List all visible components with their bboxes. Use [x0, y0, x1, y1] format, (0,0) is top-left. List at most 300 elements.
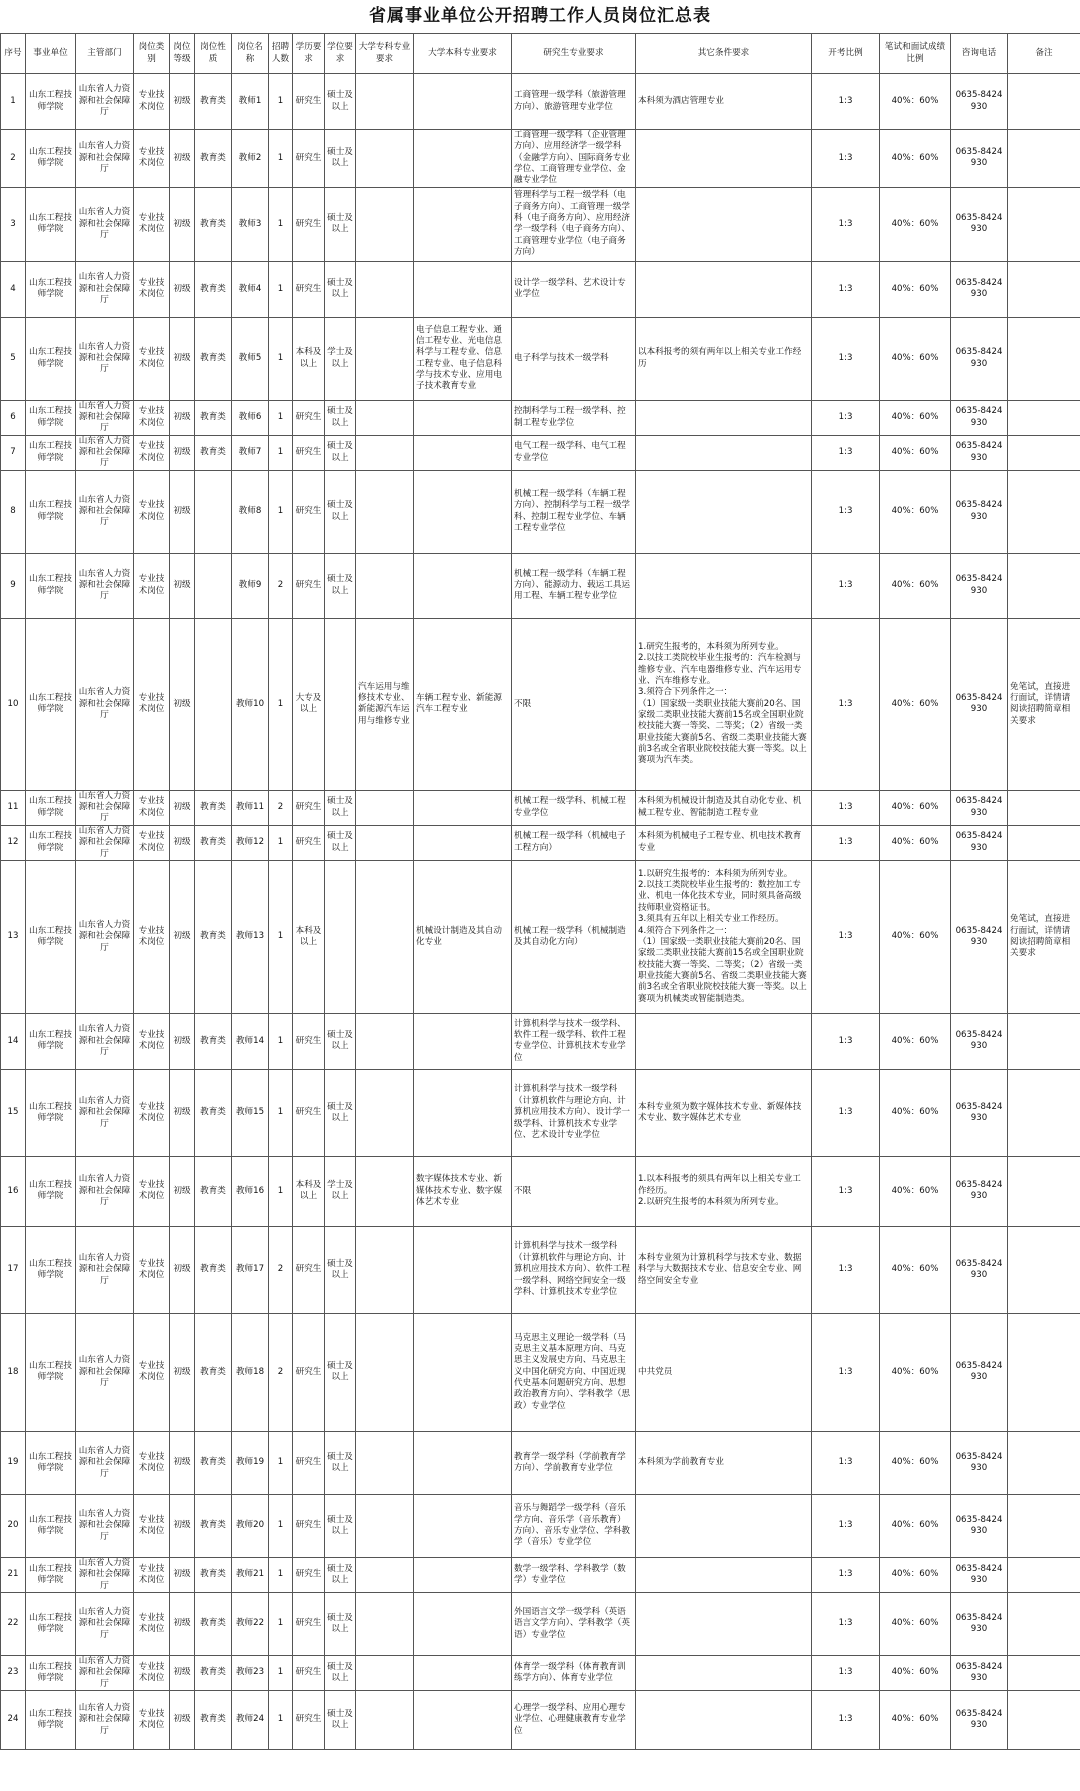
cell-score: 40%：60%	[880, 1592, 951, 1655]
cell-grad: 电气工程一级学科、电气工程专业学位	[512, 435, 636, 470]
cell-undergrad	[414, 1431, 512, 1494]
cell-grad: 数学一级学科、学科教学（数学）专业学位	[512, 1557, 636, 1592]
cell-ratio: 1:3	[812, 1557, 880, 1592]
cell-undergrad	[414, 261, 512, 317]
cell-no: 21	[1, 1557, 26, 1592]
cell-no: 19	[1, 1431, 26, 1494]
cell-other: 本科须为学前教育专业	[636, 1431, 812, 1494]
cell-nature: 教育类	[195, 1557, 232, 1592]
cell-score: 40%：60%	[880, 1313, 951, 1431]
column-header-ratio: 开考比例	[812, 34, 880, 74]
cell-score: 40%：60%	[880, 1494, 951, 1557]
cell-undergrad	[414, 470, 512, 553]
table-row	[1, 1156, 1080, 1226]
cell-ratio: 1:3	[812, 553, 880, 618]
cell-count: 1	[269, 1156, 293, 1226]
positions-table	[0, 33, 1080, 1750]
cell-edu: 研究生	[293, 790, 325, 825]
cell-undergrad	[414, 1557, 512, 1592]
table-row	[1, 74, 1080, 130]
cell-no: 13	[1, 860, 26, 1013]
cell-category: 专业技术岗位	[134, 1690, 170, 1749]
cell-college	[356, 553, 414, 618]
cell-other	[636, 470, 812, 553]
cell-college	[356, 1592, 414, 1655]
cell-note	[1008, 553, 1080, 618]
cell-degree: 硕士及以上	[325, 261, 356, 317]
cell-nature: 教育类	[195, 1592, 232, 1655]
cell-nature: 教育类	[195, 860, 232, 1013]
cell-score: 40%：60%	[880, 1226, 951, 1313]
cell-name: 教师15	[232, 1069, 269, 1156]
column-header-grad: 研究生专业要求	[512, 34, 636, 74]
cell-grad: 心理学一级学科、应用心理专业学位、心理健康教育专业学位	[512, 1690, 636, 1749]
cell-score: 40%：60%	[880, 618, 951, 790]
table-row	[1, 1069, 1080, 1156]
cell-college	[356, 74, 414, 130]
cell-count: 1	[269, 1494, 293, 1557]
cell-edu: 研究生	[293, 1655, 325, 1690]
cell-no: 12	[1, 825, 26, 860]
cell-count: 2	[269, 1313, 293, 1431]
cell-level: 初级	[170, 1013, 195, 1069]
cell-college	[356, 470, 414, 553]
cell-level: 初级	[170, 553, 195, 618]
table-row	[1, 553, 1080, 618]
cell-note	[1008, 1494, 1080, 1557]
cell-undergrad	[414, 1313, 512, 1431]
cell-count: 1	[269, 825, 293, 860]
cell-name: 教师18	[232, 1313, 269, 1431]
cell-grad: 电子科学与技术一级学科	[512, 317, 636, 400]
cell-count: 1	[269, 1013, 293, 1069]
cell-phone: 0635-8424930	[951, 1557, 1008, 1592]
cell-ratio: 1:3	[812, 187, 880, 261]
cell-grad: 机械工程一级学科、机械工程专业学位	[512, 790, 636, 825]
column-header-edu: 学历要求	[293, 34, 325, 74]
cell-level: 初级	[170, 1313, 195, 1431]
cell-count: 2	[269, 553, 293, 618]
cell-no: 4	[1, 261, 26, 317]
cell-phone: 0635-8424930	[951, 74, 1008, 130]
table-row	[1, 860, 1080, 1013]
cell-category: 专业技术岗位	[134, 1655, 170, 1690]
cell-score: 40%：60%	[880, 1690, 951, 1749]
cell-edu: 研究生	[293, 1431, 325, 1494]
cell-grad: 计算机科学与技术一级学科（计算机软件与理论方向、计算机应用技术方向）、软件工程一级学科、网络空间安全一级学科、计算机技术专业学位	[512, 1226, 636, 1313]
cell-ratio: 1:3	[812, 1592, 880, 1655]
cell-no: 18	[1, 1313, 26, 1431]
cell-undergrad	[414, 1226, 512, 1313]
cell-grad: 马克思主义理论一级学科（马克思主义基本原理方向、马克思主义发展史方向、马克思主义中国化研究方向、中国近现代史基本问题研究方向、思想政治教育方向）、学科教学（思政）专业学位	[512, 1313, 636, 1431]
cell-college	[356, 860, 414, 1013]
cell-dept: 山东省人力资源和社会保障厅	[76, 1557, 134, 1592]
cell-grad: 机械工程一级学科（机械电子工程方向）	[512, 825, 636, 860]
cell-unit: 山东工程技师学院	[26, 1494, 76, 1557]
cell-level: 初级	[170, 261, 195, 317]
cell-phone: 0635-8424930	[951, 317, 1008, 400]
cell-note	[1008, 1557, 1080, 1592]
cell-name: 教师23	[232, 1655, 269, 1690]
cell-undergrad	[414, 553, 512, 618]
cell-nature: 教育类	[195, 1156, 232, 1226]
cell-unit: 山东工程技师学院	[26, 860, 76, 1013]
cell-edu: 大专及以上	[293, 618, 325, 790]
column-header-unit: 事业单位	[26, 34, 76, 74]
cell-note	[1008, 400, 1080, 435]
cell-category: 专业技术岗位	[134, 1069, 170, 1156]
cell-undergrad	[414, 187, 512, 261]
cell-undergrad: 机械设计制造及其自动化专业	[414, 860, 512, 1013]
cell-score: 40%：60%	[880, 435, 951, 470]
cell-category: 专业技术岗位	[134, 470, 170, 553]
cell-dept: 山东省人力资源和社会保障厅	[76, 825, 134, 860]
cell-college	[356, 1431, 414, 1494]
cell-dept: 山东省人力资源和社会保障厅	[76, 187, 134, 261]
cell-count: 1	[269, 1431, 293, 1494]
cell-college	[356, 1690, 414, 1749]
cell-other	[636, 1690, 812, 1749]
cell-category: 专业技术岗位	[134, 553, 170, 618]
cell-score: 40%：60%	[880, 1013, 951, 1069]
cell-score: 40%：60%	[880, 261, 951, 317]
cell-unit: 山东工程技师学院	[26, 1013, 76, 1069]
cell-level: 初级	[170, 187, 195, 261]
cell-college	[356, 261, 414, 317]
cell-grad: 音乐与舞蹈学一级学科（音乐学方向、音乐学（音乐教育）方向）、音乐专业学位、学科教学（音乐）专业学位	[512, 1494, 636, 1557]
cell-degree: 硕士及以上	[325, 1069, 356, 1156]
cell-phone: 0635-8424930	[951, 1690, 1008, 1749]
cell-category: 专业技术岗位	[134, 130, 170, 188]
cell-note	[1008, 1013, 1080, 1069]
cell-unit: 山东工程技师学院	[26, 1690, 76, 1749]
cell-edu: 研究生	[293, 400, 325, 435]
cell-nature: 教育类	[195, 400, 232, 435]
cell-phone: 0635-8424930	[951, 400, 1008, 435]
cell-other	[636, 1592, 812, 1655]
cell-nature: 教育类	[195, 130, 232, 188]
cell-edu: 研究生	[293, 1069, 325, 1156]
cell-nature: 教育类	[195, 1431, 232, 1494]
cell-name: 教师12	[232, 825, 269, 860]
page-title: 省属事业单位公开招聘工作人员岗位汇总表	[369, 6, 711, 26]
cell-no: 9	[1, 553, 26, 618]
cell-edu: 研究生	[293, 130, 325, 188]
cell-unit: 山东工程技师学院	[26, 1313, 76, 1431]
cell-grad: 不限	[512, 618, 636, 790]
cell-count: 1	[269, 1655, 293, 1690]
cell-grad: 计算机科学与技术一级学科（计算机软件与理论方向、计算机应用技术方向）、设计学一级学科、计算机技术专业学位、艺术设计专业学位	[512, 1069, 636, 1156]
cell-ratio: 1:3	[812, 1069, 880, 1156]
cell-degree: 硕士及以上	[325, 400, 356, 435]
cell-nature: 教育类	[195, 1226, 232, 1313]
cell-edu: 研究生	[293, 435, 325, 470]
cell-level: 初级	[170, 130, 195, 188]
cell-no: 7	[1, 435, 26, 470]
cell-undergrad	[414, 74, 512, 130]
cell-degree: 硕士及以上	[325, 825, 356, 860]
cell-phone: 0635-8424930	[951, 1431, 1008, 1494]
cell-undergrad	[414, 1013, 512, 1069]
cell-nature: 教育类	[195, 187, 232, 261]
cell-undergrad	[414, 825, 512, 860]
table-row	[1, 618, 1080, 790]
cell-no: 14	[1, 1013, 26, 1069]
cell-dept: 山东省人力资源和社会保障厅	[76, 1592, 134, 1655]
cell-no: 2	[1, 130, 26, 188]
cell-level: 初级	[170, 317, 195, 400]
cell-other	[636, 1557, 812, 1592]
cell-unit: 山东工程技师学院	[26, 130, 76, 188]
cell-other: 本科须为酒店管理专业	[636, 74, 812, 130]
cell-dept: 山东省人力资源和社会保障厅	[76, 435, 134, 470]
cell-unit: 山东工程技师学院	[26, 1156, 76, 1226]
cell-dept: 山东省人力资源和社会保障厅	[76, 470, 134, 553]
cell-nature: 教育类	[195, 317, 232, 400]
cell-category: 专业技术岗位	[134, 435, 170, 470]
cell-degree: 硕士及以上	[325, 74, 356, 130]
cell-phone: 0635-8424930	[951, 860, 1008, 1013]
table-row	[1, 1557, 1080, 1592]
cell-ratio: 1:3	[812, 1313, 880, 1431]
cell-unit: 山东工程技师学院	[26, 1557, 76, 1592]
cell-edu: 本科及以上	[293, 317, 325, 400]
cell-edu: 研究生	[293, 825, 325, 860]
cell-degree: 硕士及以上	[325, 1655, 356, 1690]
table-row	[1, 400, 1080, 435]
cell-ratio: 1:3	[812, 825, 880, 860]
cell-grad: 不限	[512, 1156, 636, 1226]
cell-ratio: 1:3	[812, 1655, 880, 1690]
cell-unit: 山东工程技师学院	[26, 1592, 76, 1655]
cell-phone: 0635-8424930	[951, 553, 1008, 618]
cell-count: 1	[269, 860, 293, 1013]
cell-note	[1008, 1592, 1080, 1655]
cell-dept: 山东省人力资源和社会保障厅	[76, 1069, 134, 1156]
cell-count: 1	[269, 1592, 293, 1655]
cell-degree: 学士及以上	[325, 1156, 356, 1226]
cell-count: 1	[269, 1690, 293, 1749]
cell-grad: 管理科学与工程一级学科（电子商务方向）、工商管理一级学科（电子商务方向）、应用经济学一级学科（电子商务方向）、工商管理专业学位（电子商务方向）	[512, 187, 636, 261]
cell-note	[1008, 1069, 1080, 1156]
table-row	[1, 1431, 1080, 1494]
cell-phone: 0635-8424930	[951, 825, 1008, 860]
cell-note: 免笔试，直接进行面试，详情请阅读招聘简章相关要求	[1008, 618, 1080, 790]
column-header-note: 备注	[1008, 34, 1080, 74]
cell-category: 专业技术岗位	[134, 618, 170, 790]
cell-grad: 控制科学与工程一级学科、控制工程专业学位	[512, 400, 636, 435]
column-header-other: 其它条件要求	[636, 34, 812, 74]
cell-grad: 工商管理一级学科（旅游管理方向）、旅游管理专业学位	[512, 74, 636, 130]
cell-ratio: 1:3	[812, 130, 880, 188]
cell-score: 40%：60%	[880, 74, 951, 130]
cell-note	[1008, 317, 1080, 400]
cell-other: 以本科报考的须有两年以上相关专业工作经历	[636, 317, 812, 400]
cell-nature	[195, 618, 232, 790]
cell-name: 教师14	[232, 1013, 269, 1069]
cell-college	[356, 1226, 414, 1313]
cell-nature: 教育类	[195, 1313, 232, 1431]
cell-category: 专业技术岗位	[134, 1592, 170, 1655]
cell-college	[356, 1655, 414, 1690]
cell-level: 初级	[170, 1226, 195, 1313]
table-row	[1, 1592, 1080, 1655]
cell-ratio: 1:3	[812, 1226, 880, 1313]
cell-no: 16	[1, 1156, 26, 1226]
cell-note: 免笔试，直接进行面试，详情请阅读招聘简章相关要求	[1008, 860, 1080, 1013]
cell-name: 教师3	[232, 187, 269, 261]
cell-category: 专业技术岗位	[134, 1013, 170, 1069]
cell-degree: 硕士及以上	[325, 1431, 356, 1494]
cell-no: 24	[1, 1690, 26, 1749]
cell-edu: 研究生	[293, 1557, 325, 1592]
cell-college	[356, 1013, 414, 1069]
cell-undergrad	[414, 1690, 512, 1749]
column-header-level: 岗位等级	[170, 34, 195, 74]
cell-dept: 山东省人力资源和社会保障厅	[76, 1156, 134, 1226]
cell-name: 教师16	[232, 1156, 269, 1226]
cell-edu: 本科及以上	[293, 1156, 325, 1226]
cell-unit: 山东工程技师学院	[26, 187, 76, 261]
cell-name: 教师19	[232, 1431, 269, 1494]
cell-note	[1008, 1156, 1080, 1226]
cell-unit: 山东工程技师学院	[26, 74, 76, 130]
table-row	[1, 130, 1080, 188]
cell-phone: 0635-8424930	[951, 1226, 1008, 1313]
cell-edu: 研究生	[293, 1592, 325, 1655]
cell-college	[356, 1156, 414, 1226]
cell-name: 教师10	[232, 618, 269, 790]
cell-other	[636, 400, 812, 435]
cell-dept: 山东省人力资源和社会保障厅	[76, 1494, 134, 1557]
cell-dept: 山东省人力资源和社会保障厅	[76, 1690, 134, 1749]
cell-unit: 山东工程技师学院	[26, 435, 76, 470]
cell-degree: 硕士及以上	[325, 1494, 356, 1557]
cell-college	[356, 1494, 414, 1557]
cell-name: 教师17	[232, 1226, 269, 1313]
cell-phone: 0635-8424930	[951, 1156, 1008, 1226]
cell-dept: 山东省人力资源和社会保障厅	[76, 618, 134, 790]
cell-score: 40%：60%	[880, 187, 951, 261]
cell-undergrad	[414, 1655, 512, 1690]
cell-category: 专业技术岗位	[134, 1226, 170, 1313]
table-row	[1, 790, 1080, 825]
cell-nature: 教育类	[195, 435, 232, 470]
cell-edu: 研究生	[293, 1494, 325, 1557]
cell-level: 初级	[170, 1690, 195, 1749]
cell-degree	[325, 618, 356, 790]
cell-level: 初级	[170, 1494, 195, 1557]
cell-unit: 山东工程技师学院	[26, 790, 76, 825]
cell-no: 5	[1, 317, 26, 400]
cell-edu: 研究生	[293, 1013, 325, 1069]
table-row	[1, 187, 1080, 261]
cell-level: 初级	[170, 470, 195, 553]
cell-level: 初级	[170, 618, 195, 790]
cell-note	[1008, 790, 1080, 825]
cell-edu: 研究生	[293, 187, 325, 261]
cell-unit: 山东工程技师学院	[26, 261, 76, 317]
cell-degree: 硕士及以上	[325, 435, 356, 470]
cell-category: 专业技术岗位	[134, 1557, 170, 1592]
cell-note	[1008, 825, 1080, 860]
cell-undergrad	[414, 1494, 512, 1557]
cell-score: 40%：60%	[880, 790, 951, 825]
column-header-nature: 岗位性质	[195, 34, 232, 74]
table-row	[1, 317, 1080, 400]
cell-grad: 教育学一级学科（学前教育学方向）、学前教育专业学位	[512, 1431, 636, 1494]
cell-college	[356, 400, 414, 435]
cell-nature	[195, 553, 232, 618]
cell-college: 汽车运用与维修技术专业、新能源汽车运用与维修专业	[356, 618, 414, 790]
cell-level: 初级	[170, 1156, 195, 1226]
cell-ratio: 1:3	[812, 74, 880, 130]
cell-no: 15	[1, 1069, 26, 1156]
cell-dept: 山东省人力资源和社会保障厅	[76, 1655, 134, 1690]
cell-count: 1	[269, 1069, 293, 1156]
cell-other: 本科专业须为计算机科学与技术专业、数据科学与大数据技术专业、信息安全专业、网络空间安全专业	[636, 1226, 812, 1313]
cell-count: 1	[269, 1557, 293, 1592]
cell-score: 40%：60%	[880, 130, 951, 188]
cell-score: 40%：60%	[880, 553, 951, 618]
cell-nature: 教育类	[195, 825, 232, 860]
cell-count: 1	[269, 187, 293, 261]
cell-phone: 0635-8424930	[951, 1592, 1008, 1655]
cell-college	[356, 1313, 414, 1431]
table-row	[1, 825, 1080, 860]
cell-no: 22	[1, 1592, 26, 1655]
cell-count: 1	[269, 317, 293, 400]
cell-undergrad	[414, 130, 512, 188]
cell-note	[1008, 130, 1080, 188]
cell-score: 40%：60%	[880, 825, 951, 860]
cell-score: 40%：60%	[880, 400, 951, 435]
cell-other	[636, 553, 812, 618]
cell-dept: 山东省人力资源和社会保障厅	[76, 400, 134, 435]
cell-category: 专业技术岗位	[134, 317, 170, 400]
cell-phone: 0635-8424930	[951, 261, 1008, 317]
cell-score: 40%：60%	[880, 1431, 951, 1494]
cell-other: 1.研究生报考的，本科须为所列专业。 2.以技工类院校毕业生报考的：汽车检测与维修专业、汽车电器维修专业、汽车运用专业、汽车维修专业。 3.须符合下列条件之一： （1）国家级一类职业技能大赛前20名、国家级二类职业技能大赛前15名或全国职业院校技能大赛一等奖、二等奖；（2）省级一类职业技能大赛前5名、省级二类职业技能大赛前3名或全省职业院校技能大赛一等奖。以上赛项为汽车类。	[636, 618, 812, 790]
cell-college	[356, 1557, 414, 1592]
cell-category: 专业技术岗位	[134, 1494, 170, 1557]
cell-ratio: 1:3	[812, 1156, 880, 1226]
table-row	[1, 261, 1080, 317]
cell-phone: 0635-8424930	[951, 1655, 1008, 1690]
cell-note	[1008, 1226, 1080, 1313]
cell-edu: 研究生	[293, 553, 325, 618]
cell-category: 专业技术岗位	[134, 74, 170, 130]
cell-other	[636, 261, 812, 317]
cell-name: 教师24	[232, 1690, 269, 1749]
cell-undergrad	[414, 400, 512, 435]
cell-grad: 机械工程一级学科（机械制造及其自动化方向）	[512, 860, 636, 1013]
column-header-count: 招聘人数	[269, 34, 293, 74]
cell-other: 本科专业须为数字媒体技术专业、新媒体技术专业、数字媒体艺术专业	[636, 1069, 812, 1156]
cell-unit: 山东工程技师学院	[26, 553, 76, 618]
cell-score: 40%：60%	[880, 1069, 951, 1156]
cell-note	[1008, 1655, 1080, 1690]
cell-category: 专业技术岗位	[134, 860, 170, 1013]
cell-name: 教师7	[232, 435, 269, 470]
table-row	[1, 1226, 1080, 1313]
cell-other: 1.以本科报考的须具有两年以上相关专业工作经历。 2.以研究生报考的本科须为所列专业。	[636, 1156, 812, 1226]
cell-phone: 0635-8424930	[951, 1013, 1008, 1069]
cell-other	[636, 187, 812, 261]
cell-undergrad	[414, 1069, 512, 1156]
cell-dept: 山东省人力资源和社会保障厅	[76, 317, 134, 400]
cell-category: 专业技术岗位	[134, 1431, 170, 1494]
